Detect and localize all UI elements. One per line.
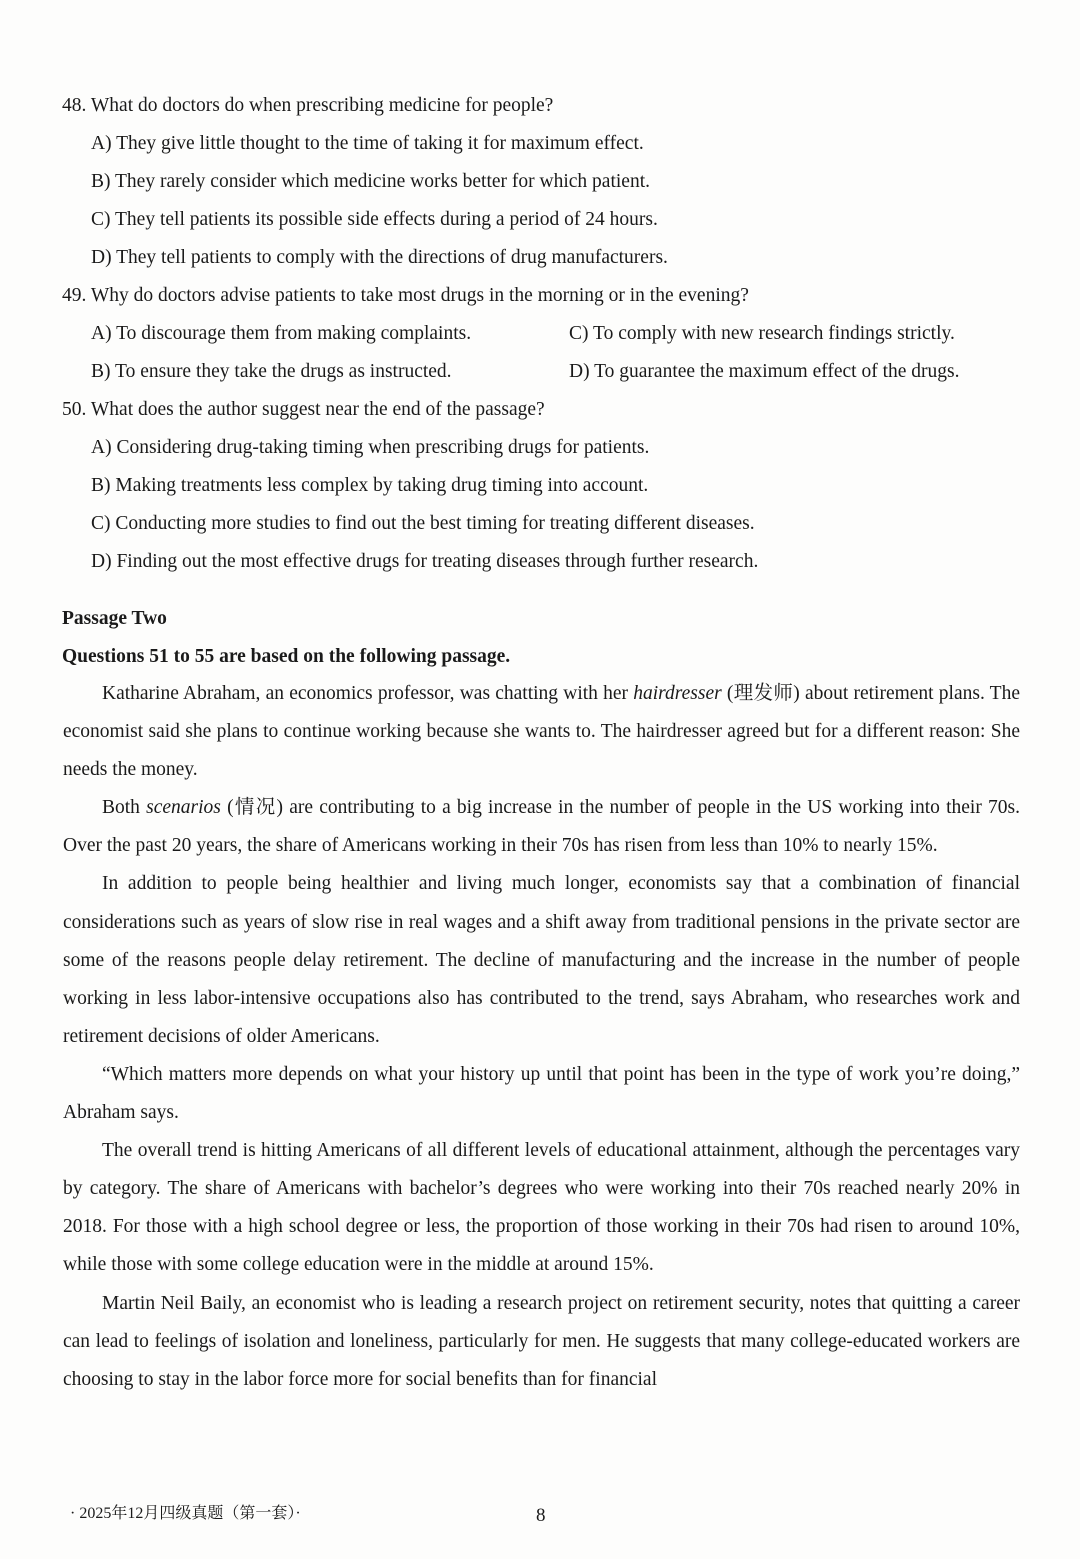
page-number: 8 (536, 1505, 546, 1526)
question-50-option-c: C) Conducting more studies to find out the best timing for treating different diseases. (91, 513, 755, 534)
question-49-stem: 49. Why do doctors advise patients to take most drugs in the morning or in the evening? (62, 285, 749, 306)
paragraph-6: Martin Neil Baily, an economist who is leading a research project on retirement security, notes that quitting a career can lead to feelings of isolation and loneliness, particularly for men. He suggests that many college-educated workers are choosing to stay in the labor force more for social benefits than for financial (63, 1292, 1020, 1390)
passage-instruction: Questions 51 to 55 are based on the following passage. (62, 646, 511, 667)
glossed-term-scenarios: scenarios (146, 797, 221, 819)
question-48-option-a: A) They give little thought to the time of taking it for maximum effect. (91, 133, 644, 154)
paragraph-4: “Which matters more depends on what your history up until that point has been in the type of work you’re doing,” Abraham says. (63, 1063, 1020, 1124)
question-50-option-d: D) Finding out the most effective drugs for treating diseases through further research. (91, 551, 759, 572)
footer-exam-label: · 2025年12月四级真题（第一套）· (70, 1505, 301, 1522)
paragraph-1: Katharine Abraham, an economics professor, was chatting with her hairdresser (理发师) about retirement plans. The economist said she plans to continue working because she wants to. The hairdresser agreed but for a different reason: She needs the money. (63, 683, 1020, 781)
gloss-hairdresser: (理发师) (721, 683, 800, 704)
question-48-option-b: B) They rarely consider which medicine works better for which patient. (91, 171, 650, 192)
question-48-stem: 48. What do doctors do when prescribing medicine for people? (62, 95, 554, 116)
question-49-option-c: C) To comply with new research findings strictly. (569, 323, 955, 344)
passage-body (63, 675, 1020, 1399)
paragraph-2: Both scenarios (情况) are contributing to a big increase in the number of people in the US working into their 70s. Over the past 20 years, the share of Americans working in their 70s has risen from less than 10% to nearly 15%. (63, 797, 1020, 857)
question-50-option-b: B) Making treatments less complex by taking drug timing into account. (91, 475, 649, 496)
question-48-option-d: D) They tell patients to comply with the directions of drug manufacturers. (91, 247, 668, 268)
question-49-option-b: B) To ensure they take the drugs as instructed. (91, 361, 452, 382)
glossed-term-hairdresser: hairdresser (633, 683, 722, 704)
question-50-option-a: A) Considering drug-taking timing when prescribing drugs for patients. (91, 437, 650, 458)
paragraph-3: In addition to people being healthier and living much longer, economists say that a combination of financial considerations such as years of slow rise in real wages and a shift away from traditional pensions in the private sector are some of the reasons people delay retirement. The decline of manufacturing and the increase in the number of people working in less labor-intensive occupations also has contributed to the trend, says Abraham, who researches work and retirement decisions of older Americans. (63, 873, 1020, 1047)
question-50-stem: 50. What does the author suggest near the end of the passage? (62, 399, 545, 420)
gloss-scenarios: (情况) (220, 797, 284, 819)
question-49-option-a: A) To discourage them from making complaints. (91, 323, 472, 344)
question-49-option-d: D) To guarantee the maximum effect of the drugs. (569, 361, 960, 382)
question-48-option-c: C) They tell patients its possible side effects during a period of 24 hours. (91, 209, 658, 230)
passage-heading: Passage Two (62, 608, 167, 629)
paragraph-5: The overall trend is hitting Americans of all different levels of educational attainment, although the percentages vary by category. The share of Americans with bachelor’s degrees who were working into their 70s reached nearly 20% in 2018. For those with a high school degree or less, the proportion of those working in their 70s had risen to around 10%, while those with some college education were in the middle at around 15%. (63, 1140, 1020, 1276)
